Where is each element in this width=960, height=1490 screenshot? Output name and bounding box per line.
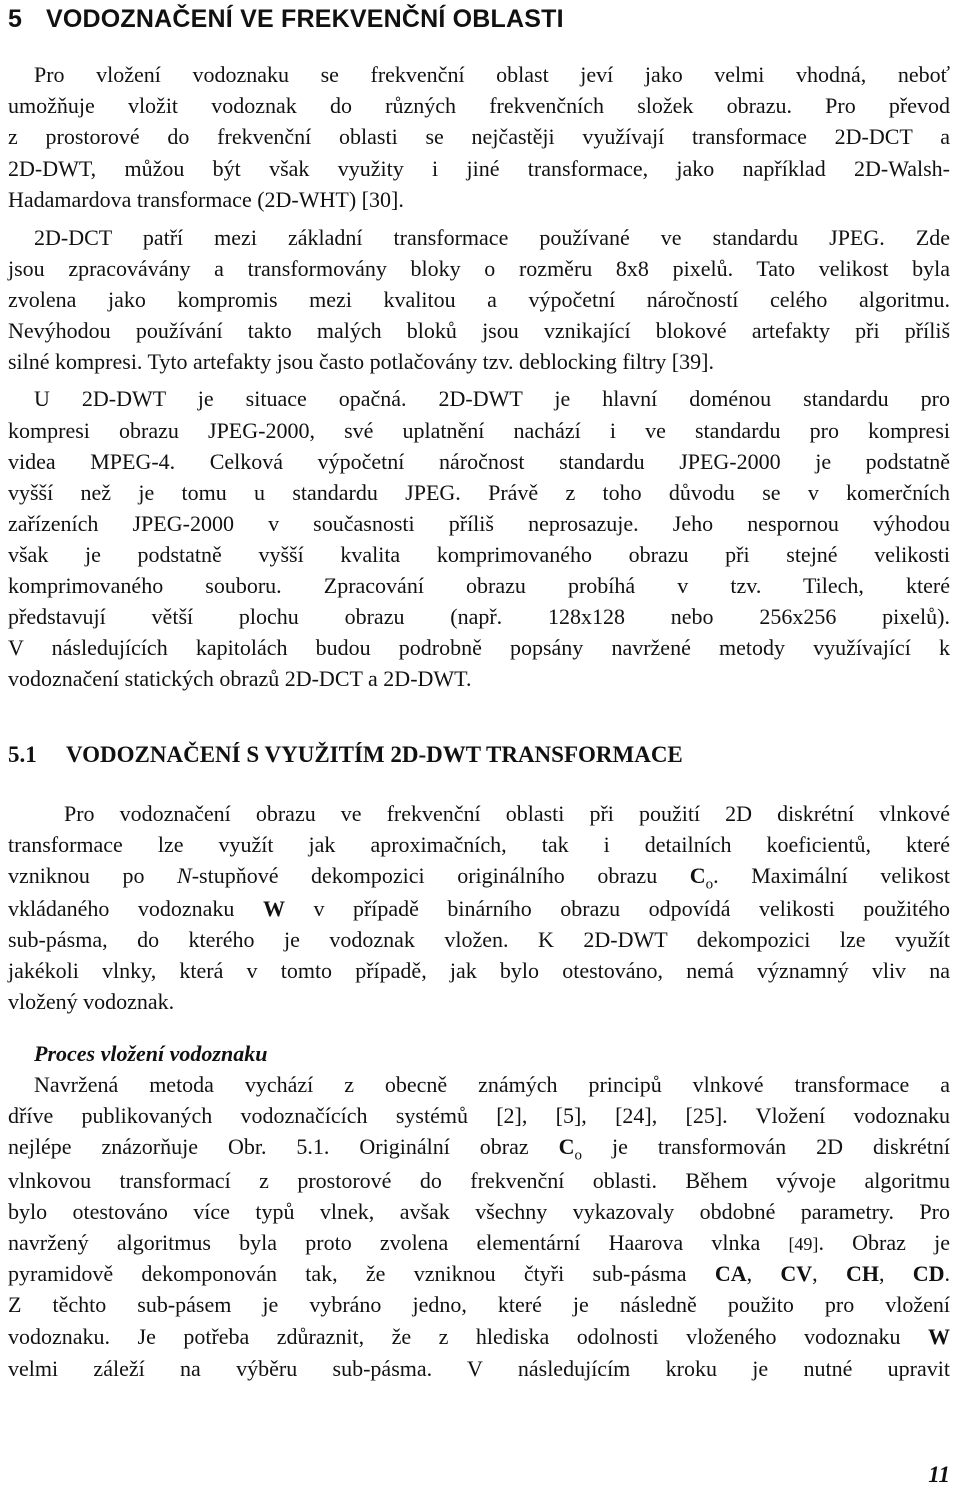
p3-line-7: komprimovaného souboru. Zpracování obrazu probíhá v tzv. Tilech, které [8,573,950,598]
p5-line-5: bylo otestováno více typů vlnek, avšak všechny vykazovaly obdobné parametry. Pro [8,1199,950,1224]
p5-line-8: Z těchto sub-pásem je vybráno jedno, které je následně použito pro vložení [8,1292,950,1317]
symbol-c: C [689,863,706,888]
p3-line-4: vyšší než je tomu u standardu JPEG. Právě z toho důvodu se v komerčních [8,480,950,505]
subband-cd: CD [912,1261,945,1286]
p3-line-3: videa MPEG-4. Celková výpočetní náročnost standardu JPEG-2000 je podstatně [8,449,950,474]
section-heading [8,738,958,772]
p4-line-4 [8,893,950,924]
p5-line-9 [8,1321,950,1352]
p4-line-1: Pro vodoznačení obrazu ve frekvenční oblasti při použití 2D diskrétní vlnkové [64,801,950,826]
chapter-title: VODOZNAČENÍ VE FREKVENČNÍ OBLASTI [46,5,564,33]
section-title: VODOZNAČENÍ S VYUŽITÍM 2D-DWT TRANSFORMACE [66,742,683,767]
p2-line-4: Nevýhodou používání takto malých bloků jsou vznikající blokové artefakty při příliš [8,318,950,343]
p4-line-6: jakékoli vlnky, která v tomto případě, jak bylo otestováno, nemá významný vliv na [8,958,950,983]
p2-line-5: silné kompresi. Tyto artefakty jsou často potlačovány tzv. deblocking filtry [39]. [8,349,714,374]
p4-line-2: transformace lze využít jak aproximačních, tak i detailních koeficientů, které [8,832,950,857]
symbol-c: C [558,1134,575,1159]
p3-line-8: představují větší plochu obrazu (např. 128x128 nebo 256x256 pixelů). [8,604,950,629]
text-run: vodoznaku. Je potřeba zdůraznit, že z hlediska odolnosti vloženého vodoznaku [8,1324,928,1349]
text-run: v případě binárního obrazu odpovídá velikosti použitého [284,896,951,921]
text-run: . Maximální velikost [713,863,950,888]
p2-line-3: zvolena jako kompromis mezi kvalitou a výpočetní náročností celého algoritmu. [8,287,950,312]
page-number: 11 [928,1462,950,1487]
p4-line-3 [8,860,950,891]
text-run: -stupňové dekompozici originálního obrazu [191,863,690,888]
subband-cv: CV [780,1261,813,1286]
text-run: pyramidově dekomponován tak, že vzniknou čtyři sub-pásma [8,1261,715,1286]
p3-line-10: vodoznačení statických obrazů 2D-DCT a 2D-DWT. [8,666,472,691]
text-run: . [944,1261,951,1286]
p5-line-3 [8,1131,950,1162]
separator: , [746,1261,781,1286]
text-run: . Obraz je [818,1230,950,1255]
p1-line-1: Pro vložení vodoznaku se frekvenční oblast jeví jako velmi vhodná, neboť [34,62,950,87]
p3-line-5: zařízeních JPEG-2000 v současnosti příliš neprosazuje. Jeho nespornou výhodou [8,511,950,536]
separator: , [878,1261,913,1286]
p5-line-7 [8,1258,950,1289]
p3-line-6: však je podstatně vyšší kvalita komprimovaného obrazu při stejné velikosti [8,542,950,567]
p5-line-6 [8,1227,950,1258]
symbol-subscript: o [574,1147,583,1164]
p1-line-5: Hadamardova transformace (2D-WHT) [30]. [8,187,404,212]
p4-line-5: sub-pásma, do kterého je vodoznak vložen. K 2D-DWT dekompozici lze využít [8,927,950,952]
text-run: nejlépe znázorňuje Obr. 5.1. Originální obraz [8,1134,559,1159]
p3-line-2: kompresi obrazu JPEG-2000, své uplatnění nachází i ve standardu pro kompresi [8,418,950,443]
symbol-subscript: o [705,876,714,893]
text-run: vzniknou po [8,863,178,888]
p5-line-4: vlnkovou transformací z prostorové do frekvenční oblasti. Během vývoje algoritmu [8,1168,950,1193]
citation: [49] [788,1234,819,1254]
text-run: je transformován 2D diskrétní [582,1134,950,1159]
p3-line-9: V následujících kapitolách budou podrobně popsány navržené metody využívající k [8,635,950,660]
p5-line-2: dříve publikovaných vodoznačících systémů [2], [5], [24], [25]. Vložení vodoznaku [8,1103,950,1128]
p5-line-1: Navržená metoda vychází z obecně známých principů vlnkové transformace a [34,1072,950,1097]
variable-n: N [177,863,192,888]
separator: , [812,1261,846,1286]
p1-line-2: umožňuje vložit vodoznak do různých frekvenčních složek obrazu. Pro převod [8,93,950,118]
subheading: Proces vložení vodoznaku [34,1041,268,1066]
subband-ca: CA [714,1261,747,1286]
p2-line-1: 2D-DCT patří mezi základní transformace používané ve standardu JPEG. Zde [34,225,950,250]
symbol-w: W [928,1324,950,1349]
p3-line-1: U 2D-DWT je situace opačná. 2D-DWT je hlavní doménou standardu pro [34,386,950,411]
subband-ch: CH [845,1261,879,1286]
chapter-heading [8,2,958,36]
section-number: 5.1 [8,742,37,767]
text-run: vkládaného vodoznaku [8,896,263,921]
p1-line-4: 2D-DWT, můžou být však využity i jiné transformace, jako například 2D-Walsh- [8,156,950,181]
p5-line-10: velmi záleží na výběru sub-pásma. V následujícím kroku je nutné upravit [8,1356,950,1381]
p1-line-3: z prostorové do frekvenční oblasti se nejčastěji využívají transformace 2D-DCT a [8,124,950,149]
p4-line-7: vložený vodoznak. [8,989,175,1014]
chapter-number: 5 [8,5,23,33]
symbol-w: W [262,896,285,921]
p2-line-2: jsou zpracovávány a transformovány bloky o rozměru 8x8 pixelů. Tato velikost byla [8,256,950,281]
text-run: navržený algoritmus byla proto zvolena elementární Haarova vlnka [8,1230,789,1255]
